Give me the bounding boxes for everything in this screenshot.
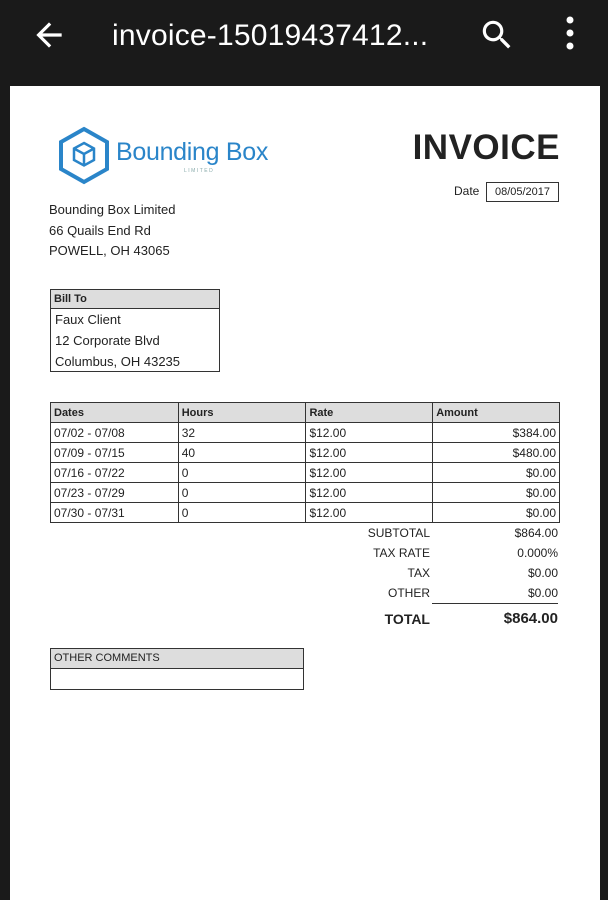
company-address [49, 200, 175, 262]
company-address-line2: POWELL, OH 43065 [49, 243, 170, 258]
bill-to-box [50, 289, 220, 372]
company-name: Bounding Box Limited [49, 202, 176, 217]
table-row [51, 483, 560, 503]
cell-dates: 07/09 - 07/15 [51, 443, 179, 463]
header-hours: Hours [178, 403, 306, 423]
tax-rate-value: 0.000% [517, 546, 558, 560]
cell-hours: 0 [178, 483, 306, 503]
bill-to-address-line1: 12 Corporate Blvd [55, 333, 160, 348]
bill-to-header: Bill To [51, 290, 219, 309]
date-value: 08/05/2017 [486, 182, 559, 202]
cell-hours: 0 [178, 503, 306, 523]
bill-to-address-line2: Columbus, OH 43235 [55, 354, 181, 369]
table-row [51, 443, 560, 463]
comments-header: OTHER COMMENTS [51, 649, 303, 669]
tax-label: TAX [407, 566, 430, 580]
cell-hours: 40 [178, 443, 306, 463]
subtotal-label: SUBTOTAL [367, 526, 430, 540]
cell-hours: 0 [178, 463, 306, 483]
total-value: $864.00 [503, 610, 558, 627]
total-divider [432, 603, 558, 604]
cell-rate: $12.00 [306, 443, 433, 463]
cell-rate: $12.00 [306, 483, 433, 503]
total-label: TOTAL [384, 611, 430, 627]
logo-subtitle: LIMITED [184, 168, 215, 174]
document-title: invoice-15019437412... [112, 19, 429, 52]
date-label: Date [454, 184, 480, 198]
line-items-table [50, 402, 560, 523]
tax-rate-label: TAX RATE [373, 546, 430, 560]
subtotal-row [310, 523, 560, 543]
tax-value: $0.00 [527, 566, 558, 580]
subtotal-value: $864.00 [514, 526, 558, 540]
cell-rate: $12.00 [306, 463, 433, 483]
total-row [310, 605, 560, 631]
table-row [51, 423, 560, 443]
cell-amount: $480.00 [433, 443, 560, 463]
cell-amount: $0.00 [433, 503, 560, 523]
company-address-line1: 66 Quails End Rd [49, 222, 151, 238]
table-header-row [51, 403, 560, 423]
cell-dates: 07/30 - 07/31 [51, 503, 179, 523]
app-bar [0, 0, 608, 72]
tax-rate-row [310, 543, 560, 563]
cell-hours: 32 [178, 423, 306, 443]
cell-dates: 07/02 - 07/08 [51, 423, 179, 443]
cell-amount: $0.00 [433, 483, 560, 503]
comments-box [50, 648, 304, 690]
cell-dates: 07/16 - 07/22 [51, 463, 179, 483]
invoice-title: INVOICE [412, 128, 560, 167]
header-rate: Rate [306, 403, 433, 423]
cell-rate: $12.00 [306, 503, 433, 523]
cell-rate: $12.00 [306, 423, 433, 443]
header-amount: Amount [433, 403, 560, 423]
invoice-page[interactable] [10, 86, 600, 900]
back-arrow-icon[interactable] [30, 16, 68, 54]
bill-to-name: Faux Client [55, 312, 121, 327]
search-icon[interactable] [478, 16, 516, 54]
other-label: OTHER [388, 586, 430, 600]
box-logo-icon [56, 126, 112, 186]
header-dates: Dates [51, 403, 179, 423]
logo-name: Bounding Box [116, 138, 269, 166]
tax-row [310, 563, 560, 583]
cell-amount: $0.00 [433, 463, 560, 483]
cell-amount: $384.00 [433, 423, 560, 443]
more-vert-icon[interactable] [556, 14, 584, 54]
table-row [51, 463, 560, 483]
other-row [310, 583, 560, 603]
table-row [51, 503, 560, 523]
totals-block [310, 523, 560, 631]
cell-dates: 07/23 - 07/29 [51, 483, 179, 503]
other-value: $0.00 [527, 586, 558, 600]
company-logo [56, 126, 296, 190]
